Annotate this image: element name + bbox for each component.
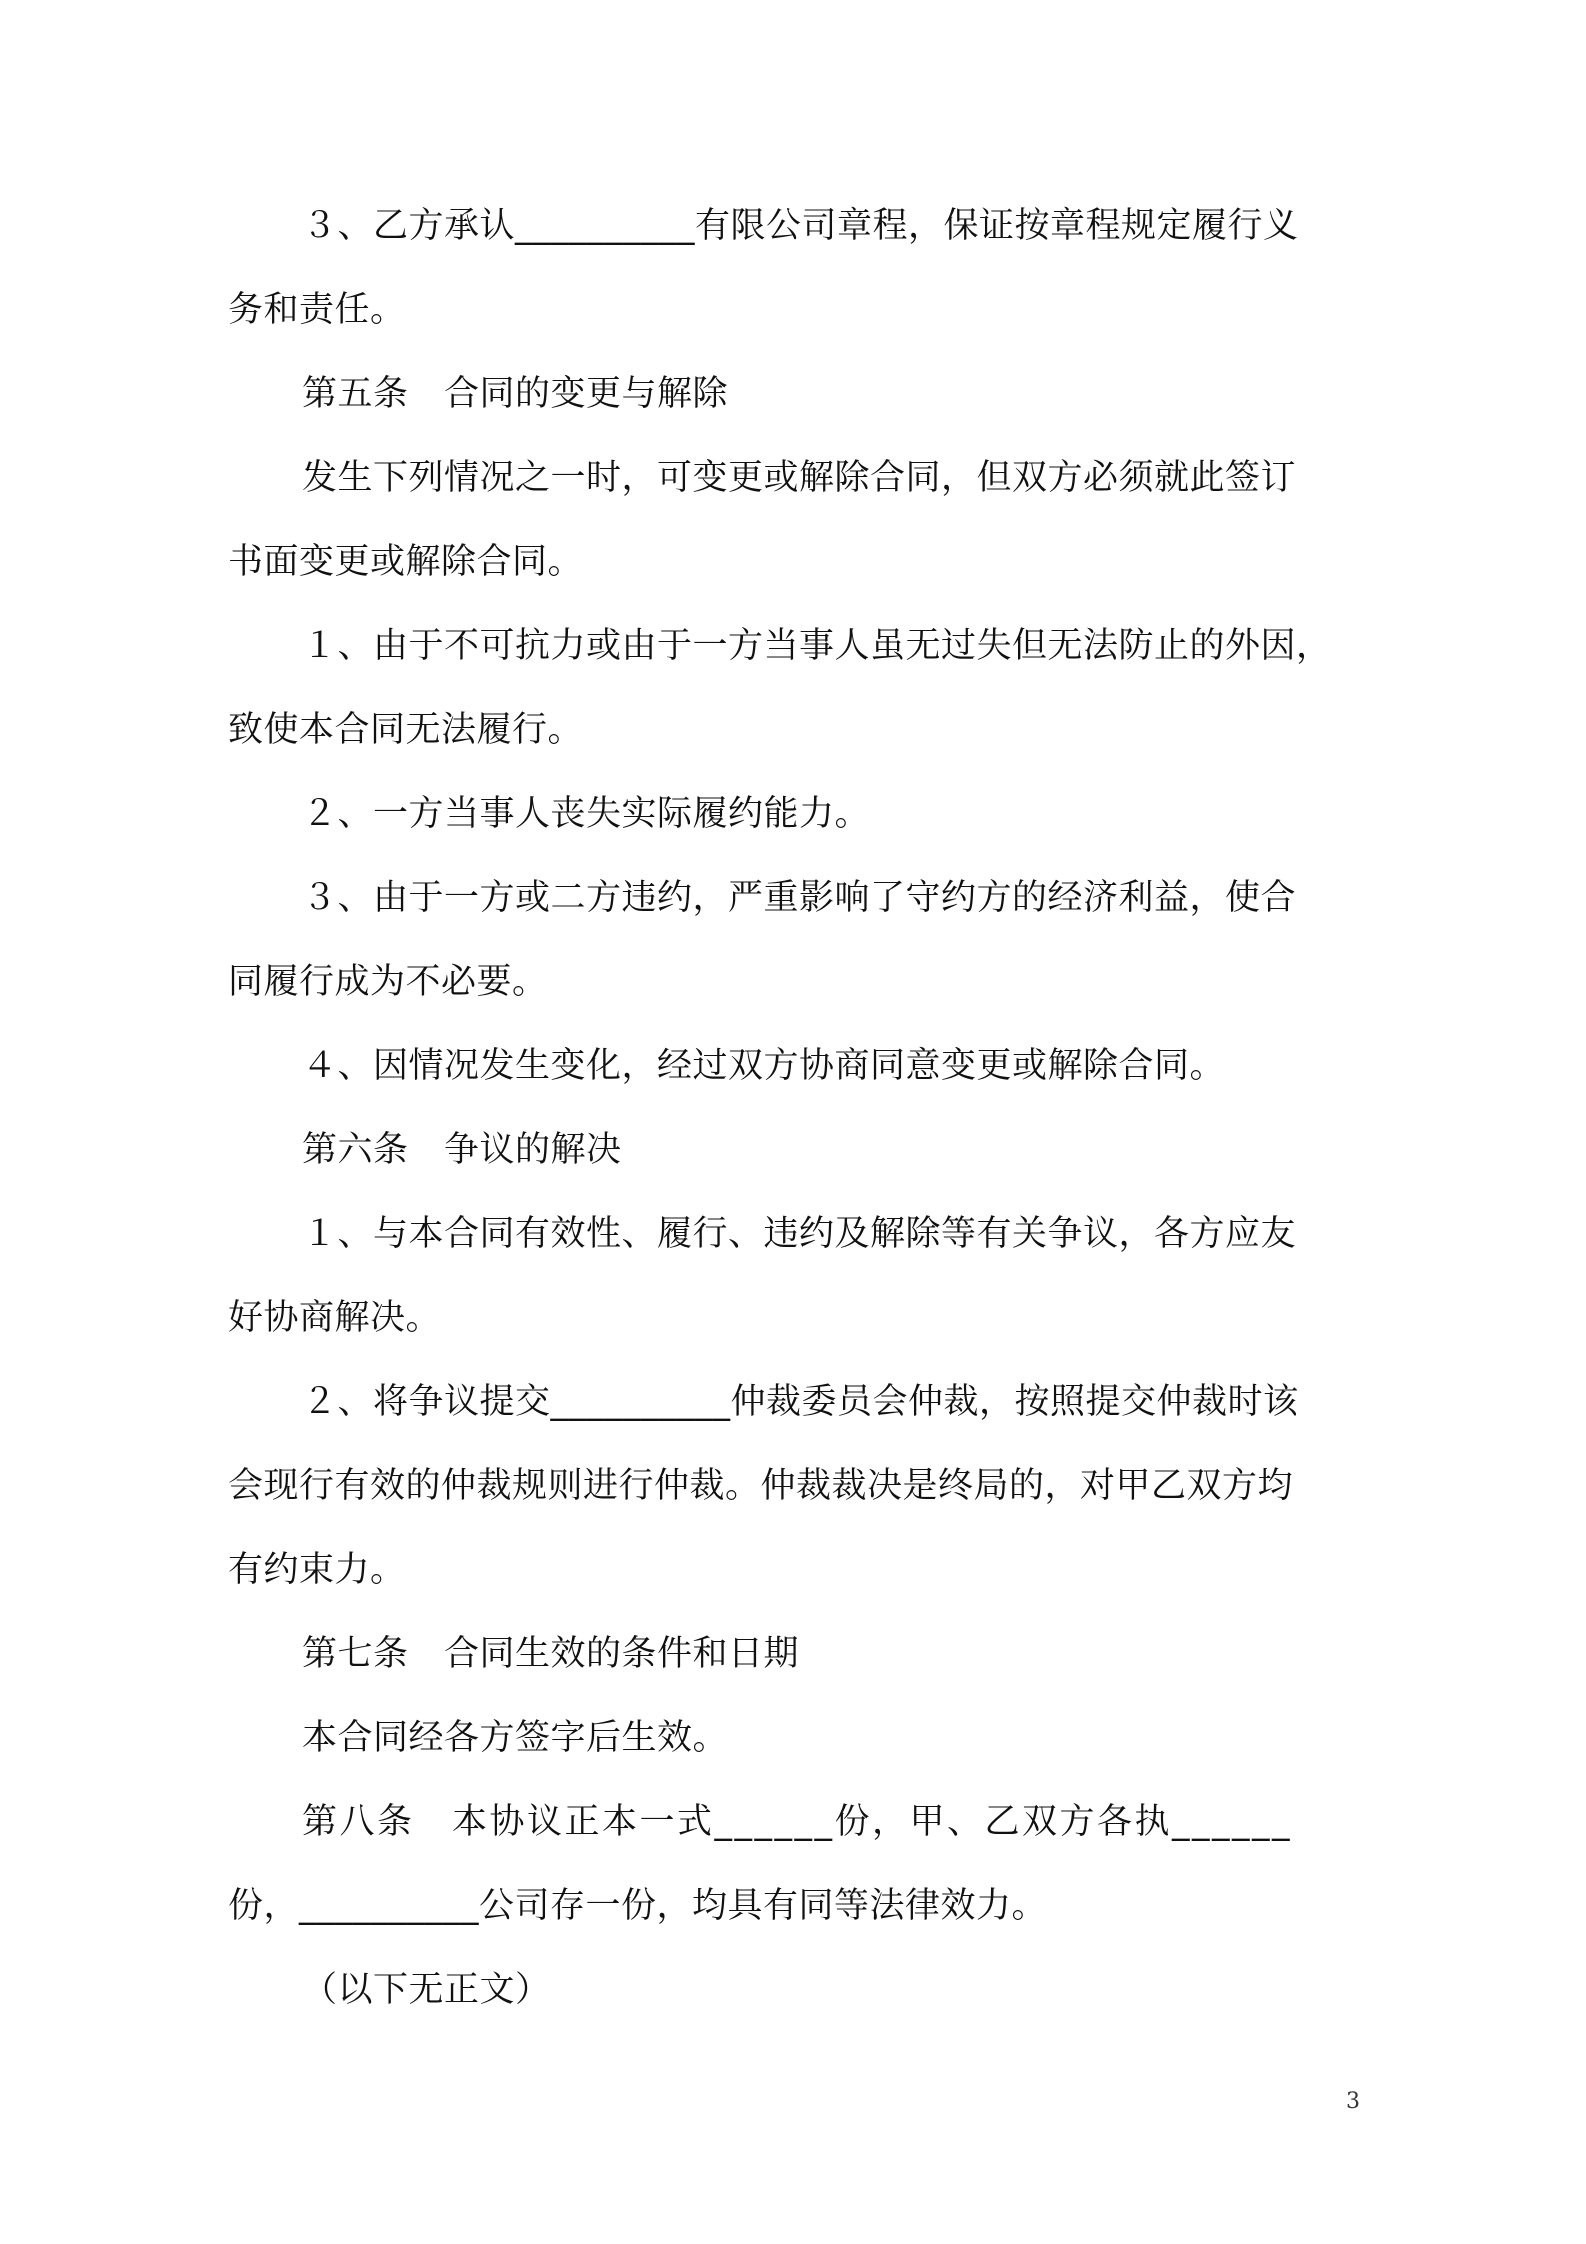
article-5-heading: 第五条 合同的变更与解除 [302, 374, 729, 414]
article-6-item-1-line-1: １、与本合同有效性、履行、违约及解除等有关争议，各方应友 [302, 1214, 1297, 1254]
article-6-item-2-line-2: 会现行有效的仲裁规则进行仲裁。仲裁裁决是终局的，对甲乙双方均 [228, 1466, 1294, 1506]
article-6-item-1-line-2: 好协商解决。 [228, 1298, 442, 1338]
article-8-line-1: 第八条 本协议正本一式______份，甲、乙双方各执______ [302, 1802, 1293, 1842]
clause-4-item-3-line-1: ３、乙方承认__________有限公司章程，保证按章程规定履行义 [302, 206, 1299, 246]
article-7-body: 本合同经各方签字后生效。 [302, 1718, 729, 1758]
article-6-heading: 第六条 争议的解决 [302, 1130, 622, 1170]
page-number: 3 [1346, 2089, 1360, 2114]
article-6-item-2-line-3: 有约束力。 [228, 1550, 406, 1590]
article-7-heading: 第七条 合同生效的条件和日期 [302, 1634, 800, 1674]
article-5-item-3-line-1: ３、由于一方或二方违约，严重影响了守约方的经济利益，使合 [302, 878, 1297, 918]
article-5-item-1-line-2: 致使本合同无法履行。 [228, 710, 584, 750]
article-5-item-1-line-1: １、由于不可抗力或由于一方当事人虽无过失但无法防止的外因， [302, 626, 1332, 666]
no-more-text-note: （以下无正文） [302, 1970, 551, 2010]
article-5-item-2: ２、一方当事人丧失实际履约能力。 [302, 794, 871, 834]
article-5-item-3-line-2: 同履行成为不必要。 [228, 962, 548, 1002]
article-5-intro-line-1: 发生下列情况之一时，可变更或解除合同，但双方必须就此签订 [302, 458, 1297, 498]
article-5-item-4: ４、因情况发生变化，经过双方协商同意变更或解除合同。 [302, 1046, 1226, 1086]
clause-4-item-3-line-2: 务和责任。 [228, 290, 406, 330]
article-6-item-2-line-1: ２、将争议提交__________仲裁委员会仲裁，按照提交仲裁时该 [302, 1382, 1299, 1422]
article-5-intro-line-2: 书面变更或解除合同。 [228, 542, 584, 582]
article-8-line-2: 份，__________公司存一份，均具有同等法律效力。 [228, 1886, 1048, 1926]
